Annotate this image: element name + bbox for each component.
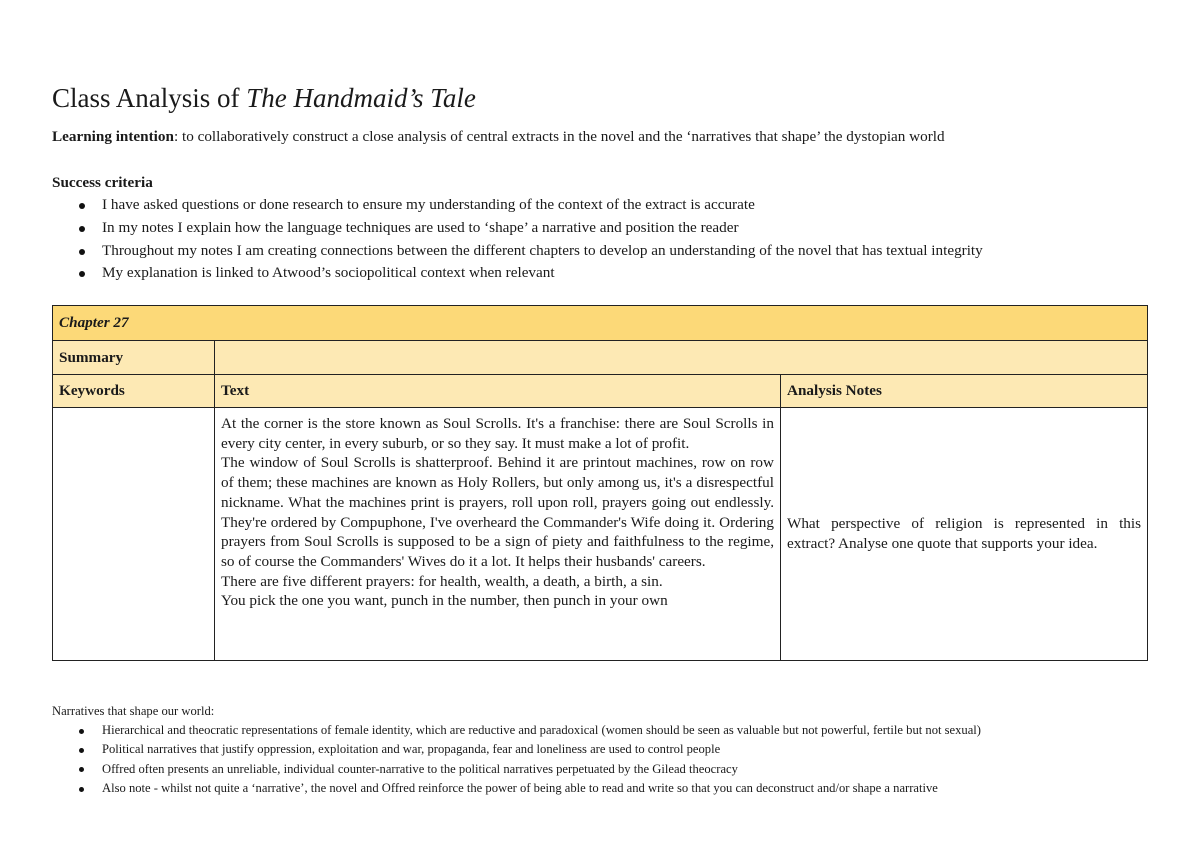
- summary-label: Summary: [53, 341, 215, 375]
- success-criterion: My explanation is linked to Atwood’s sociopolitical context when relevant: [52, 262, 983, 285]
- extract-text: [221, 414, 774, 654]
- summary-cell[interactable]: [215, 341, 1148, 375]
- extract-paragraph: There are five different prayers: for health, wealth, a death, a birth, a sin.: [221, 572, 663, 590]
- analysis-table: [52, 305, 1148, 661]
- title-prefix: Class Analysis of: [52, 83, 247, 113]
- chapter-cell: Chapter 27: [53, 306, 1148, 341]
- analysis-notes-text: What perspective of religion is represented in this extract? Analyse one quote that supports your idea.: [787, 515, 1142, 552]
- narrative-item: Political narratives that justify oppression, exploitation and war, propaganda, fear and loneliness are used to control people: [52, 740, 981, 759]
- extract-paragraph: At the corner is the store known as Soul Scrolls. It's a franchise: there are Soul Scrolls in every city center, in every suburb, or so they say. It must make a lot of profit.: [221, 415, 774, 452]
- page-title: [52, 82, 476, 114]
- extract-paragraph: You pick the one you want, punch in the number, then punch in your own: [221, 592, 668, 610]
- text-header: Text: [215, 375, 781, 408]
- narrative-item: Also note - whilst not quite a ‘narrative’, the novel and Offred reinforce the power of being able to read and write so that you can deconstruct and/or shape a narrative: [52, 779, 981, 798]
- header-row: [53, 375, 1148, 408]
- learning-intention-label: Learning intention: [52, 128, 174, 145]
- success-criteria-list: [52, 194, 983, 285]
- extract-paragraph: The window of Soul Scrolls is shatterproof. Behind it are printout machines, row on row of them; these machines are known as Holy Rollers, but only among us, it's a disrespectful nickname. What the machines print is prayers, roll upon roll, prayers going out endlessly. They're ordered by Compuphone, I've overheard the Commander's Wife doing it. Ordering prayers from Soul Scrolls is supposed to be a sign of piety and faithfulness to the regime, so of course the Commanders' Wives do it a lot. It helps their husbands' careers.: [221, 454, 774, 570]
- narrative-item: Hierarchical and theocratic representations of female identity, which are reductive and paradoxical (women should be seen as valuable but not powerful, fertile but not sexual): [52, 721, 981, 740]
- narrative-item: Offred often presents an unreliable, individual counter-narrative to the political narratives perpetuated by the Gilead theocracy: [52, 760, 981, 779]
- title-book-name: The Handmaid’s Tale: [246, 83, 476, 113]
- success-criterion: I have asked questions or done research to ensure my understanding of the context of the extract is accurate: [52, 194, 983, 217]
- analysis-header: Analysis Notes: [781, 375, 1148, 408]
- success-criteria-title: Success criteria: [52, 174, 153, 191]
- summary-row: [53, 341, 1148, 375]
- text-cell[interactable]: [215, 408, 781, 661]
- chapter-row: [53, 306, 1148, 341]
- narratives-title: Narratives that shape our world:: [52, 704, 215, 718]
- learning-intention-text: : to collaboratively construct a close analysis of central extracts in the novel and the ‘narratives that shape’ the dystopian world: [173, 128, 945, 145]
- narratives-list: [52, 721, 981, 799]
- success-criterion: In my notes I explain how the language techniques are used to ‘shape’ a narrative and position the reader: [52, 217, 983, 240]
- analysis-cell[interactable]: [781, 408, 1148, 661]
- content-row: [53, 408, 1148, 661]
- success-criterion: Throughout my notes I am creating connections between the different chapters to develop an understanding of the novel that has textual integrity: [52, 240, 983, 263]
- keywords-cell[interactable]: [53, 408, 215, 661]
- keywords-header: Keywords: [53, 375, 215, 408]
- learning-intention: [52, 128, 945, 146]
